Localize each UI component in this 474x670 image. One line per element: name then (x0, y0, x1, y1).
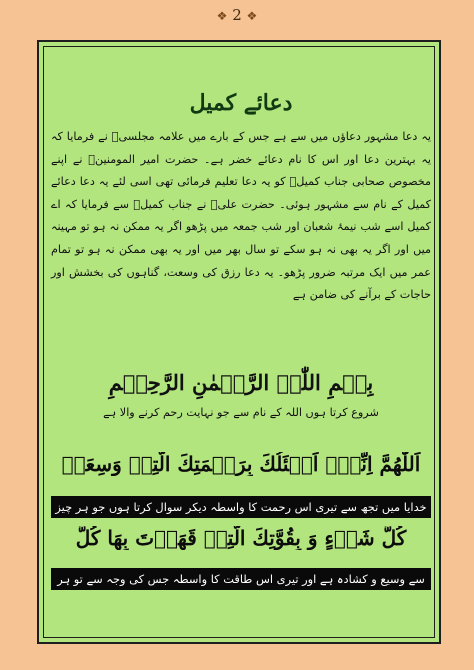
intro-paragraph: یہ دعا مشہور دعاؤں میں سے ہے جس کے بارے میں علامہ مجلسیؒ نے فرمایا کہ یہ بہترین دعا اور اس کا نام دعائے خضر ہے۔ حضرت امیر المومنینؑ نے اپنے مخصوص صحابی جناب کمیلؒ کو یہ دعا تعلیم فرمائی تھی اسی لئے یہ دعا دعائے کمیل کے نام سے مشہور ہوئی۔ حضرت علیؑ نے جناب کمیلؒ سے فرمایا کہ اے کمیل اسے شب نیمۂ شعبان اور شب جمعہ میں پڑھو اگر یہ ممکن نہ ہو تو مہینہ میں اور اگر یہ بھی نہ ہو سکے تو سال بھر میں اور یہ بھی ممکن نہ ہو تو تمام عمر میں ایک مرتبہ ضرور پڑھو۔ یہ دعا رزق کی وسعت، گناہوں کی بخشش اور حاجات کے برآنے کی ضامن ہے (51, 130, 431, 302)
translation-bar-1: خدایا میں تجھ سے تیری اس رحمت کا واسطہ دیکر سوال کرتا ہوں جو ہر چیز (51, 496, 431, 518)
translation-bar-2: سے وسیع و کشادہ ہے اور تیری اس طاقت کا واسطہ جس کی وجہ سے تو ہر (51, 568, 431, 590)
ornament-right-icon: ❖ (246, 9, 258, 23)
arabic-verse-1: اَللّٰهُمَّ اِنِّیۡۤ اَسۡئَلُكَ بِرَحۡمَتِكَ الَّتِیۡ وَسِعَتۡ (61, 452, 421, 476)
arabic-verse-2: كُلَّ شَيۡءٍ وَ بِقُوَّتِكَ الَّتِیۡ قَهَرۡتَ بِهَا كُلَّ (75, 526, 407, 550)
bismillah-translation: شروع کرتا ہوں اللہ کے نام سے جو نہایت رحم کرنے والا ہے (103, 406, 379, 419)
content-frame (37, 40, 441, 644)
page-title: دعائے کمیل (189, 90, 293, 116)
ornament-left-icon: ❖ (216, 9, 228, 23)
page-number-value: 2 (232, 6, 242, 24)
page-number (0, 6, 474, 24)
bismillah-heading: بِسۡمِ اللّٰہِ الرَّحۡمٰنِ الرَّحِیۡمِ (108, 370, 374, 395)
